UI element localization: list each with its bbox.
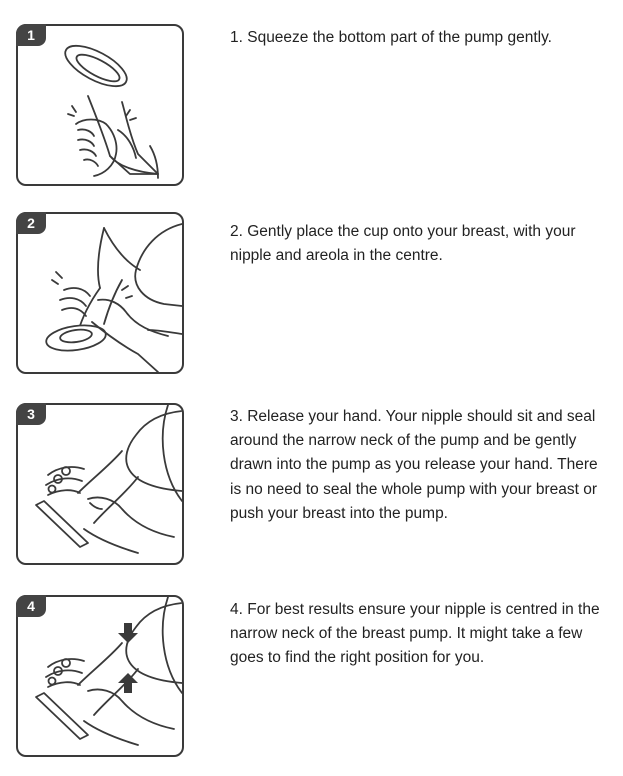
place-cup-illustration	[18, 214, 182, 372]
step-1-instruction: 1. Squeeze the bottom part of the pump gently.	[230, 29, 552, 46]
arrow-up-icon	[118, 673, 138, 693]
step-4-instruction: 4. For best results ensure your nipple is centred in the narrow neck of the breast pump. It might take a few goes to find the right position for you.	[230, 601, 600, 667]
step-2-instruction: 2. Gently place the cup onto your breast, with your nipple and areola in the centre.	[230, 223, 576, 265]
step-3-instruction: 3. Release your hand. Your nipple should sit and seal around the narrow neck of the pump and be gently drawn into the pump as you release your hand. There is no need to seal the whole pump with your breast or push your breast into the pump.	[230, 408, 598, 522]
release-hand-illustration	[18, 405, 182, 563]
illustration-frame	[16, 24, 184, 186]
illustration-frame	[16, 403, 184, 565]
illustration-frame	[16, 212, 184, 374]
step-number-badge: 1	[16, 24, 46, 46]
squeeze-pump-illustration	[18, 26, 182, 184]
arrow-down-icon	[118, 623, 138, 643]
centre-nipple-illustration	[18, 597, 182, 755]
step-number-badge: 4	[16, 595, 46, 617]
step-number-badge: 2	[16, 212, 46, 234]
illustration-frame	[16, 595, 184, 757]
step-number-badge: 3	[16, 403, 46, 425]
